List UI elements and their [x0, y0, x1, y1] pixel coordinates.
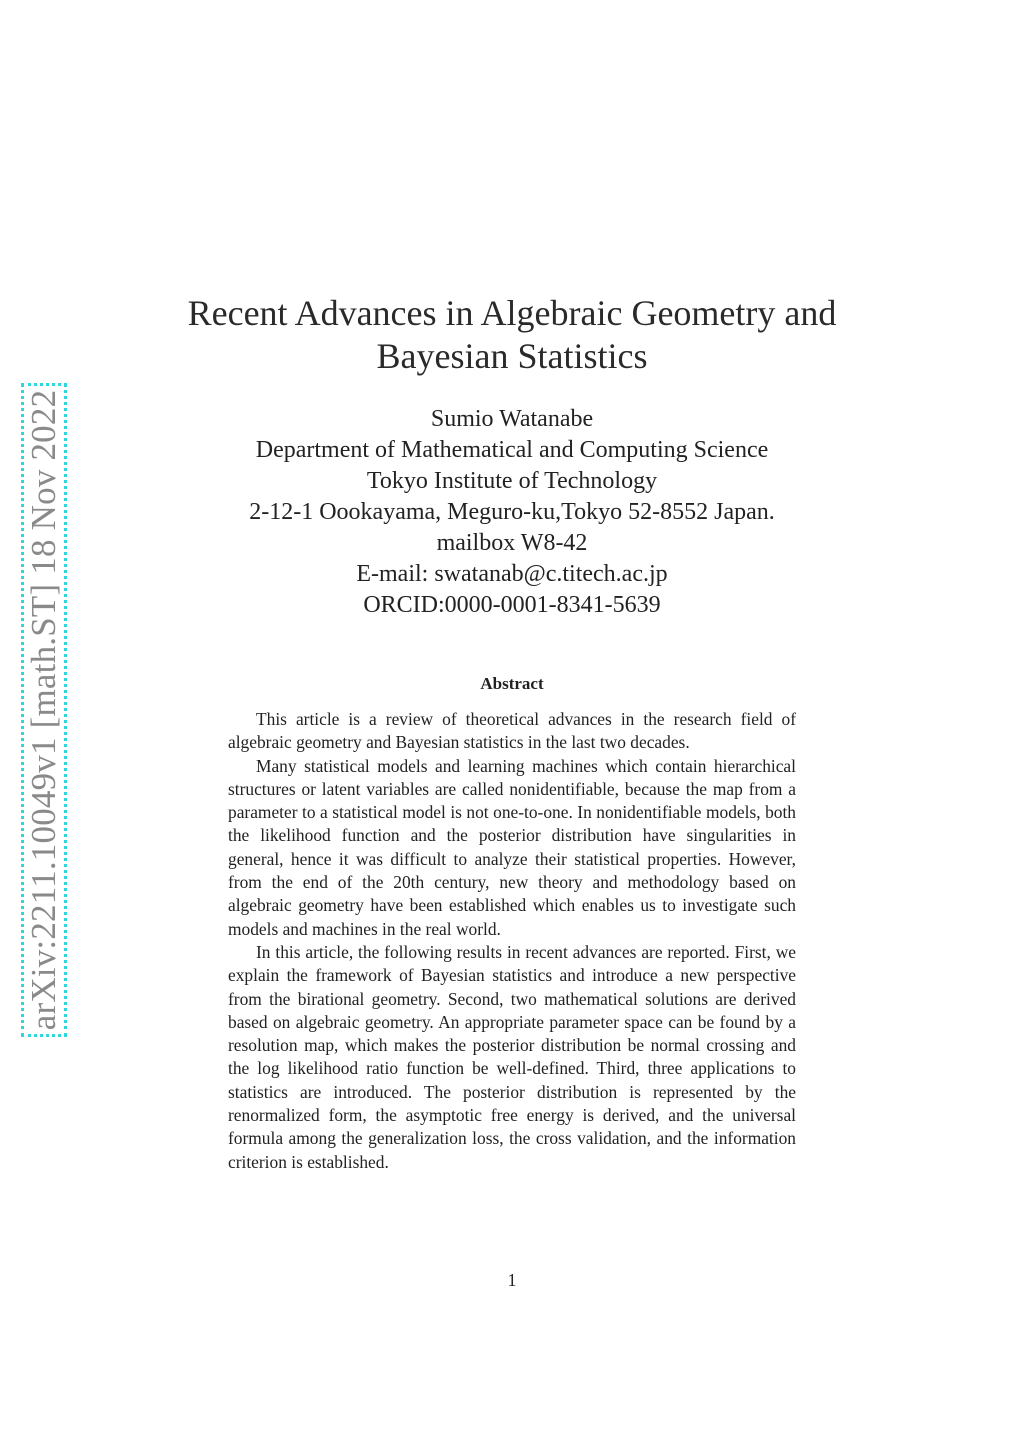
title-line-2: Bayesian Statistics [376, 336, 648, 376]
abstract-paragraph: This article is a review of theoretical advances in the research field of algebraic geometry and Bayesian statistics in the last two decades. [228, 709, 796, 753]
author-address: 2-12-1 Oookayama, Meguro-ku,Tokyo 52-8552 Japan. [249, 499, 775, 525]
abstract-body [228, 708, 796, 1174]
paper-title [0, 292, 1024, 378]
abstract-paragraph: In this article, the following results in recent advances are reported. First, we explain the framework of Bayesian statistics and introduce a new perspective from the birational geometry. Second, two mathematical solutions are derived based on algebraic geometry. An appropriate parameter space can be found by a resolution map, which makes the posterior distribution be normal crossing and the log likelihood ratio function be well-defined. Third, three applications to statistics are introduced. The posterior distribution is represented by the renormalized form, the asymptotic free energy is derived, and the universal formula among the generalization loss, the cross validation, and the information criterion is established. [228, 941, 796, 1172]
author-email: E-mail: swatanab@c.titech.ac.jp [356, 561, 668, 587]
title-line-1: Recent Advances in Algebraic Geometry and [187, 293, 837, 333]
author-department: Department of Mathematical and Computing Science [255, 437, 769, 463]
author-mailbox: mailbox W8-42 [436, 530, 588, 556]
abstract-paragraph: Many statistical models and learning machines which contain hierarchical structures or latent variables are called nonidentifiable, because the map from a parameter to a statistical model is not one-to-one. In nonidentifiable models, both the likelihood function and the posterior distribution have singularities in general, hence it was difficult to analyze their statistical properties. However, from the end of the 20th century, new theory and methodology based on algebraic geometry have been established which enables us to investigate such models and machines in the real world. [228, 755, 796, 939]
author-name: Sumio Watanabe [430, 406, 594, 432]
arxiv-identifier: arXiv:2211.10049v1 [math.ST] 18 Nov 2022 [24, 389, 63, 1031]
author-orcid: ORCID:0000-0001-8341-5639 [363, 592, 661, 618]
author-institution: Tokyo Institute of Technology [366, 468, 658, 494]
abstract-heading: Abstract [480, 674, 544, 693]
author-block [0, 404, 1024, 621]
page-number: 1 [507, 1270, 517, 1290]
